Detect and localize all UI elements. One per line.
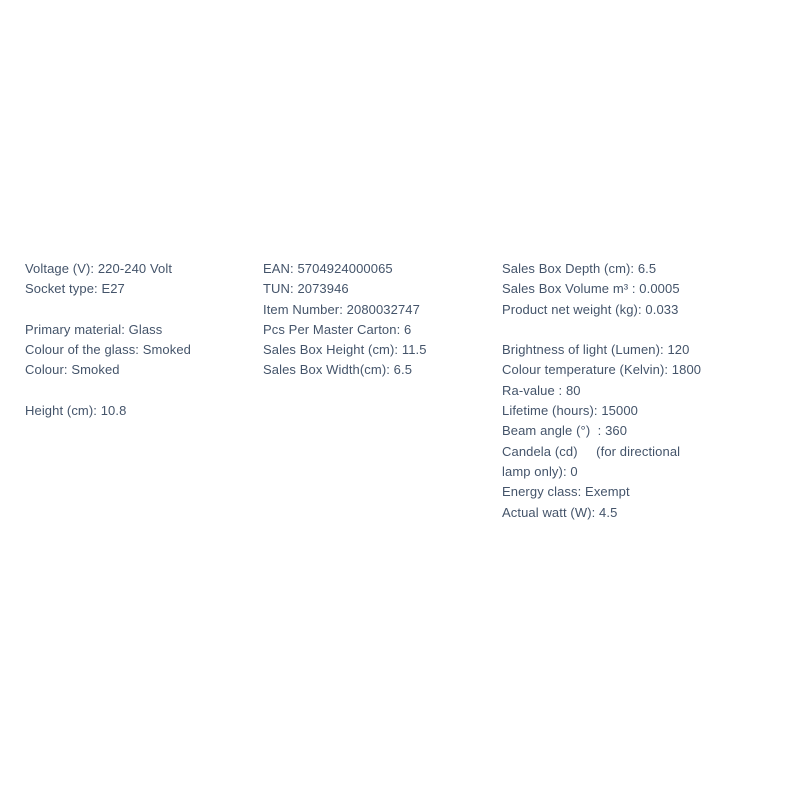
spec-spacer	[25, 381, 255, 401]
spec-candela-line-2: lamp only): 0	[502, 463, 578, 479]
spec-colour: Colour: Smoked	[25, 362, 120, 378]
spec-sales-box-depth: Sales Box Depth (cm): 6.5	[502, 261, 657, 276]
spec-primary-material: Primary material: Glass	[25, 321, 163, 337]
spec-spacer	[25, 300, 255, 320]
spec-ra-value: Ra-value : 80	[502, 382, 581, 398]
spec-beam-angle: Beam angle (°) : 360	[502, 423, 628, 439]
spec-brightness: Brightness of light (Lumen): 120	[502, 342, 690, 358]
spec-socket-type: Socket type: E27	[25, 281, 125, 297]
spec-ean: EAN: 5704924000065	[263, 261, 393, 276]
spec-height: Height (cm): 10.8	[25, 403, 127, 419]
spec-glass-colour: Colour of the glass: Smoked	[25, 342, 192, 358]
spec-product-net-weight: Product net weight (kg): 0.033	[502, 301, 679, 317]
spec-item-number: Item Number: 2080032747	[263, 301, 420, 317]
spec-colour-temperature: Colour temperature (Kelvin): 1800	[502, 362, 702, 378]
spec-spacer	[502, 320, 712, 340]
spec-sales-box-height: Sales Box Height (cm): 11.5	[263, 342, 427, 358]
spec-candela-line-1: Candela (cd) (for directional	[502, 443, 681, 459]
spec-sales-box-volume: Sales Box Volume m³ : 0.0005	[502, 281, 680, 297]
spec-sales-box-width: Sales Box Width(cm): 6.5	[263, 362, 413, 378]
spec-actual-watt: Actual watt (W): 4.5	[502, 504, 618, 520]
spec-voltage: Voltage (V): 220-240 Volt	[25, 261, 173, 276]
spec-pcs-per-master-carton: Pcs Per Master Carton: 6	[263, 321, 412, 337]
spec-column-general	[25, 259, 255, 421]
spec-column-technical	[502, 259, 712, 523]
spec-energy-class: Energy class: Exempt	[502, 484, 630, 500]
spec-lifetime: Lifetime (hours): 15000	[502, 403, 638, 419]
spec-column-logistics	[263, 259, 493, 381]
spec-tun: TUN: 2073946	[263, 281, 349, 297]
